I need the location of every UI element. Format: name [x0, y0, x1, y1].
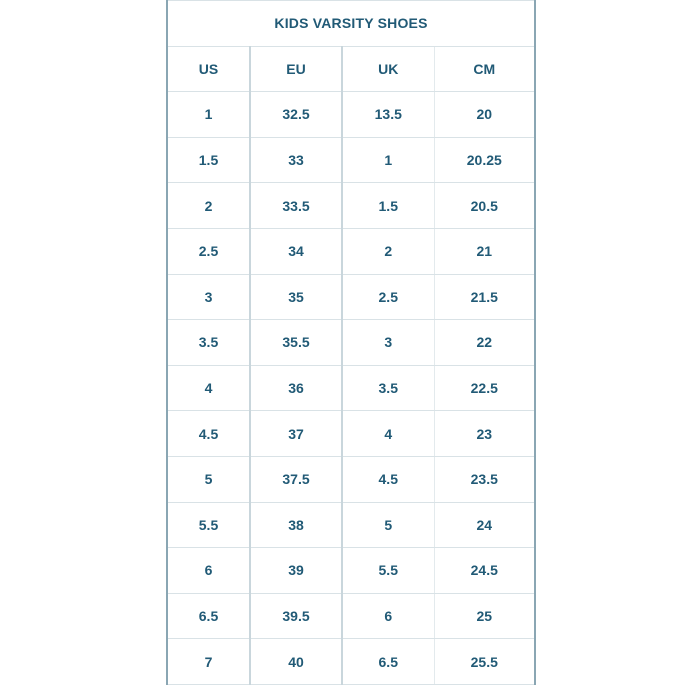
cell-eu: 39	[250, 548, 342, 594]
size-chart-table	[166, 0, 536, 685]
cell-cm: 22	[434, 320, 535, 366]
cell-eu: 35.5	[250, 320, 342, 366]
table-row	[167, 502, 535, 548]
header-eu: EU	[250, 46, 342, 92]
cell-cm: 20.25	[434, 137, 535, 183]
table-row	[167, 228, 535, 274]
cell-us: 5	[167, 456, 250, 502]
table-row	[167, 365, 535, 411]
title-row	[167, 1, 535, 47]
cell-eu: 35	[250, 274, 342, 320]
cell-cm: 20.5	[434, 183, 535, 229]
cell-eu: 33.5	[250, 183, 342, 229]
cell-uk: 1.5	[342, 183, 434, 229]
cell-uk: 3	[342, 320, 434, 366]
table-body	[167, 92, 535, 685]
cell-eu: 33	[250, 137, 342, 183]
cell-eu: 39.5	[250, 593, 342, 639]
cell-cm: 20	[434, 92, 535, 138]
cell-eu: 40	[250, 639, 342, 685]
cell-cm: 21.5	[434, 274, 535, 320]
cell-uk: 1	[342, 137, 434, 183]
table-row	[167, 183, 535, 229]
cell-us: 7	[167, 639, 250, 685]
header-us: US	[167, 46, 250, 92]
table-row	[167, 593, 535, 639]
cell-cm: 21	[434, 228, 535, 274]
cell-uk: 4	[342, 411, 434, 457]
cell-uk: 5.5	[342, 548, 434, 594]
cell-uk: 5	[342, 502, 434, 548]
cell-cm: 22.5	[434, 365, 535, 411]
cell-uk: 13.5	[342, 92, 434, 138]
cell-us: 4.5	[167, 411, 250, 457]
cell-us: 3.5	[167, 320, 250, 366]
cell-cm: 24.5	[434, 548, 535, 594]
cell-cm: 24	[434, 502, 535, 548]
cell-eu: 34	[250, 228, 342, 274]
cell-eu: 32.5	[250, 92, 342, 138]
cell-uk: 2	[342, 228, 434, 274]
cell-us: 2	[167, 183, 250, 229]
table-row	[167, 639, 535, 685]
cell-us: 4	[167, 365, 250, 411]
cell-cm: 25.5	[434, 639, 535, 685]
table-row	[167, 92, 535, 138]
table-title: KIDS VARSITY SHOES	[167, 1, 535, 47]
cell-us: 6.5	[167, 593, 250, 639]
cell-us: 1.5	[167, 137, 250, 183]
table-row	[167, 320, 535, 366]
cell-us: 5.5	[167, 502, 250, 548]
cell-eu: 38	[250, 502, 342, 548]
cell-cm: 23	[434, 411, 535, 457]
table-row	[167, 456, 535, 502]
cell-eu: 36	[250, 365, 342, 411]
table-row	[167, 548, 535, 594]
cell-cm: 23.5	[434, 456, 535, 502]
cell-uk: 2.5	[342, 274, 434, 320]
header-cm: CM	[434, 46, 535, 92]
table-row	[167, 274, 535, 320]
table-row	[167, 411, 535, 457]
cell-uk: 6	[342, 593, 434, 639]
header-row	[167, 46, 535, 92]
cell-us: 1	[167, 92, 250, 138]
cell-eu: 37	[250, 411, 342, 457]
cell-eu: 37.5	[250, 456, 342, 502]
cell-uk: 6.5	[342, 639, 434, 685]
header-uk: UK	[342, 46, 434, 92]
cell-us: 3	[167, 274, 250, 320]
cell-uk: 4.5	[342, 456, 434, 502]
cell-uk: 3.5	[342, 365, 434, 411]
table-row	[167, 137, 535, 183]
cell-cm: 25	[434, 593, 535, 639]
cell-us: 2.5	[167, 228, 250, 274]
cell-us: 6	[167, 548, 250, 594]
